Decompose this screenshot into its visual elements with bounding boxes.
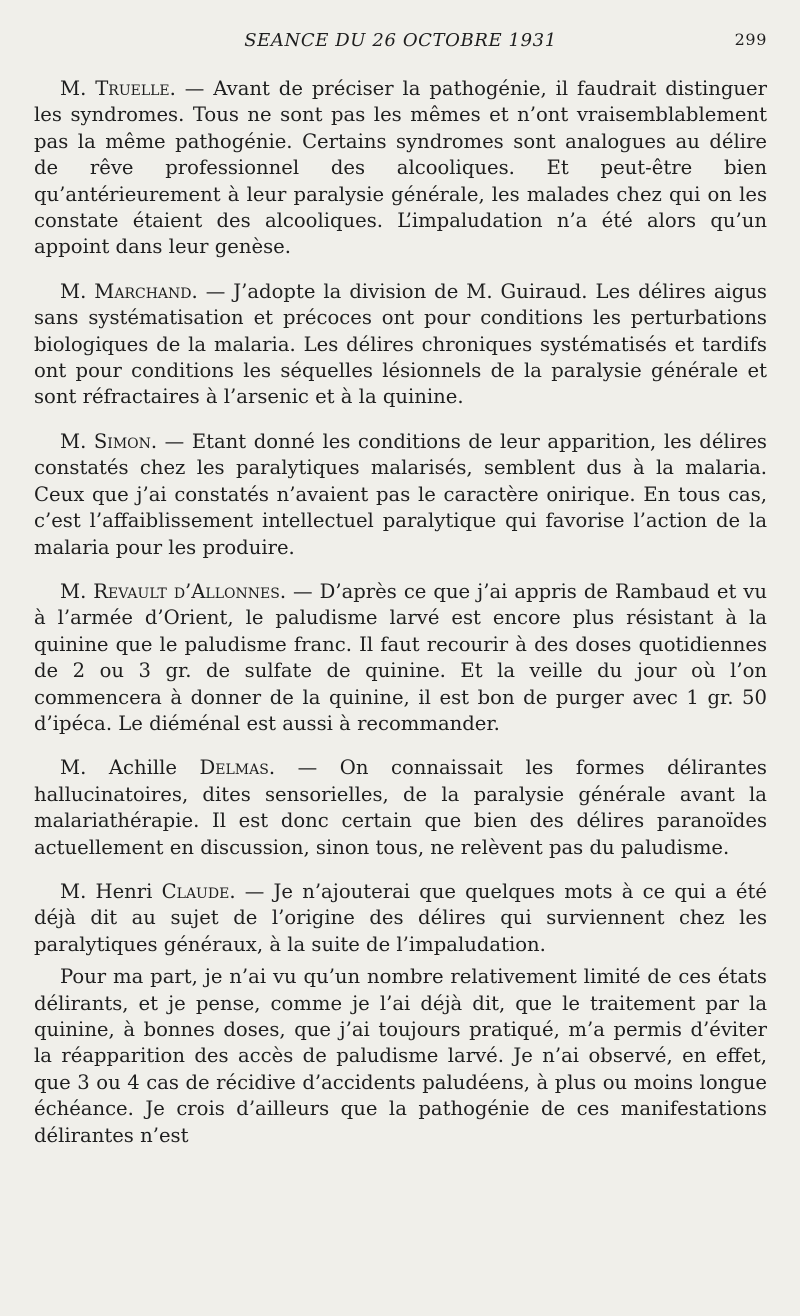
speaker-prefix: M. Achille	[60, 756, 200, 780]
speaker-prefix: M. Henri	[60, 879, 162, 903]
paragraph-truelle	[34, 76, 767, 261]
speaker-prefix: M.	[60, 579, 94, 603]
paragraph-text: . — J’adopte la division de M. Guiraud. Les délires aigus sans systématisation et précoces ont pour conditions les perturbations biologiques de la malaria. Les délires chroniques systématisés et tardifs ont pour conditions les séquelles lésionnels de la paralysie générale et sont réfractaires à l’arsenic et à la quinine.	[34, 279, 767, 409]
page-number: 299	[734, 30, 767, 49]
speaker-name: Claude	[161, 879, 230, 903]
speaker-name: Delmas	[199, 756, 269, 780]
running-title: SEANCE DU 26 OCTOBRE 1931	[244, 30, 557, 51]
speaker-name: Truelle	[95, 77, 170, 100]
paragraph-delmas	[34, 755, 767, 861]
speaker-name: Marchand	[94, 279, 192, 303]
paragraph-text: . — D’après ce que j’ai appris de Rambaud et vu à l’armée d’Orient, le paludisme larvé est encore plus résistant à la quinine que le paludisme franc. Il faut recourir à des doses quotidiennes de 2 ou 3 gr. de sulfate de quinine. Et la veille du jour où l’on commencera à donner de la quinine, il est bon de purger avec 1 gr. 50 d’ipéca. Le diéménal est aussi à recommander.	[34, 579, 767, 735]
paragraph-text: . — On connaissait les formes délirantes hallucinatoires, dites sensorielles, de la paralysie générale avant la malariathérapie. Il est donc certain que bien des délires paranoïdes actuellement en discussion, sinon tous, ne relèvent pas du paludisme.	[34, 756, 767, 859]
speaker-name: Simon	[93, 429, 151, 453]
speaker-prefix: M.	[60, 279, 95, 303]
paragraph-revault	[34, 579, 767, 737]
paragraph-text: . — Etant donné les conditions de leur apparition, les délires constatés chez les paralytiques malarisés, semblent dus à la malaria. Ceux que j’ai constatés n’avaient pas le caractère onirique. En tous cas, c’est l’affaiblissement intellectuel paralytique qui favorise l’action de la malaria pour les produire.	[34, 429, 767, 559]
paragraph-continuation: Pour ma part, je n’ai vu qu’un nombre relativement limité de ces états délirants, et je pense, comme je l’ai déjà dit, que le traitement par la quinine, à bonnes doses, que j’ai toujours pratiqué, m’a permis d’éviter la réapparition des accès de paludisme larvé. Je n’ai observé, en effet, que 3 ou 4 cas de récidive d’accidents paludéens, à plus ou moins longue échéance. Je crois d’ailleurs que la pathogénie de ces manifestations délirantes n’est	[34, 965, 767, 1147]
running-header	[34, 22, 767, 54]
speaker-name: Revault d’Allonnes	[93, 579, 280, 603]
paragraph-text: . — Avant de préciser la pathogénie, il faudrait distinguer les syndromes. Tous ne sont pas les mêmes et n’ont vraisemblablement pas la même pathogénie. Certains syndromes sont analogues au délire de rêve professionnel des alcooliques. Et peut-être bien qu’antérieurement à leur paralysie générale, les malades chez qui on les constate étaient des alcooliques. L’impaludation n’a été alors qu’un appoint dans leur genèse.	[34, 77, 767, 259]
speaker-prefix: M.	[60, 429, 94, 453]
paragraph-claude	[34, 879, 767, 958]
paragraph-text: . — Je n’ajouterai que quelques mots à ce qui a été déjà dit au sujet de l’origine des délires qui surviennent chez les paralytiques généraux, à la suite de l’impaludation.	[34, 879, 767, 956]
paragraph-simon	[34, 429, 767, 561]
paragraph-marchand	[34, 279, 767, 411]
speaker-prefix: M.	[60, 77, 96, 100]
